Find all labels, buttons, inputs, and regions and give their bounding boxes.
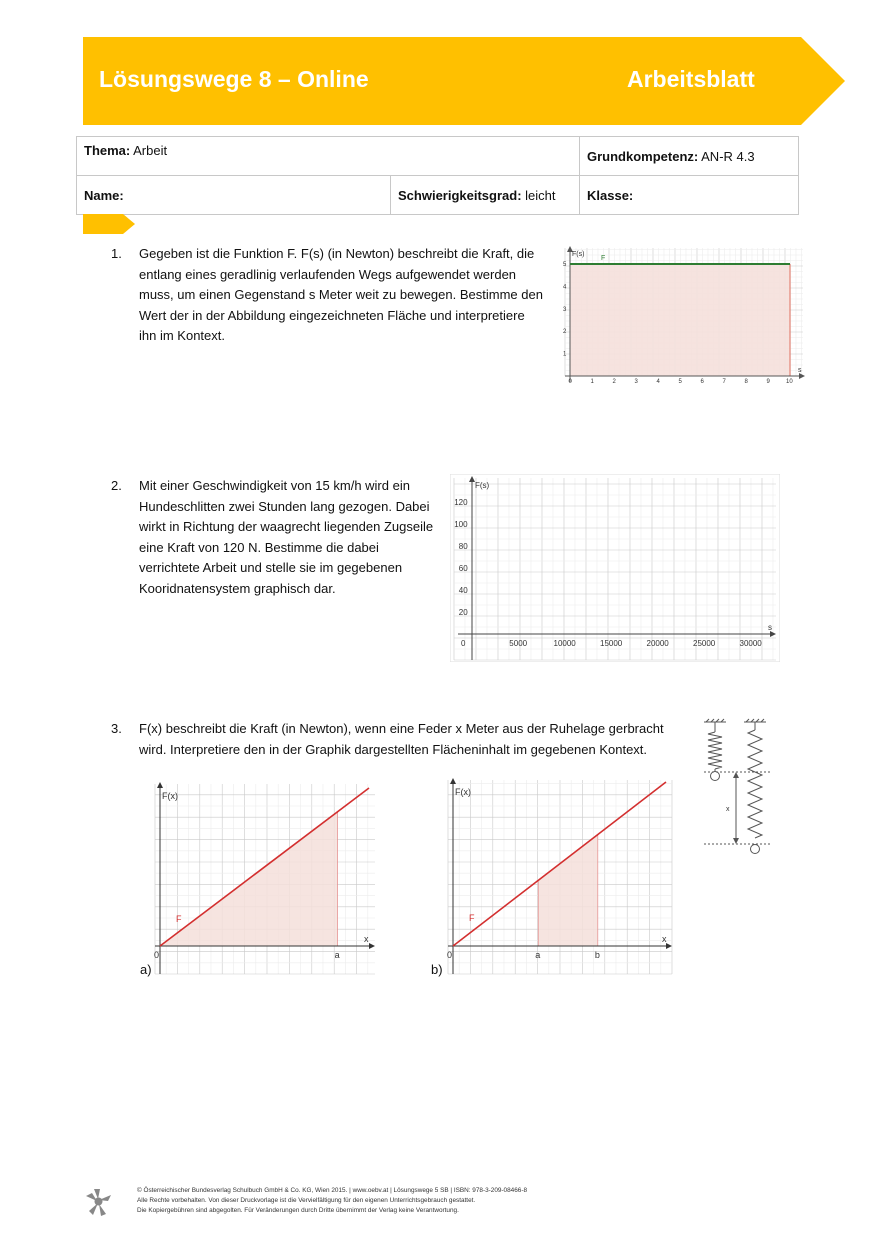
thema-label: Thema: <box>84 143 131 158</box>
schwierigkeit-value: leicht <box>525 187 556 203</box>
graph-2-x-tick: 20000 <box>646 639 669 648</box>
table-tab-marker <box>83 214 135 234</box>
graph-3a-x-label: x <box>364 934 369 944</box>
name-cell <box>77 176 391 215</box>
task-3-line: F(x) beschreibt die Kraft (in Newton), wenn eine Feder x Meter aus der Ruhelage gerbracht <box>139 721 664 736</box>
graph-1-y-tick: 4 <box>563 284 567 291</box>
footer-line: Die Kopiergebühren sind abgegolten. Für Veränderungen durch Dritte übernimmt der Verlag keine Verantwortung. <box>137 1207 459 1214</box>
task-2-line: verrichtete Arbeit und stelle sie im gegebenen <box>139 560 403 575</box>
graph-1-y-tick: 1 <box>563 351 567 358</box>
thema-value: Arbeit <box>133 143 168 158</box>
task-1-line: entlang eines geradlinig verlaufenden Wegs aufgewendet werden <box>139 266 517 282</box>
graph-2-y-tick: 80 <box>458 542 468 551</box>
spring-1-weight <box>711 772 720 781</box>
task-2-line: eine Kraft von 120 N. Bestimme die dabei <box>139 539 379 555</box>
graph-2-grid <box>454 478 776 660</box>
header-banner <box>83 37 845 125</box>
task-2-number: 2. <box>111 478 122 493</box>
graph-3b-series-label: F <box>469 913 475 923</box>
graph-2-y-tick: 20 <box>458 608 468 617</box>
graph-1-x-tick: 1 <box>590 379 594 385</box>
spring-illustration <box>700 717 780 857</box>
graph-1-x-tick: 10 <box>786 379 793 385</box>
kompetenz-label: Grundkompetenz: <box>587 148 699 164</box>
task-2-line: Kooridnatensystem graphisch dar. <box>139 580 336 596</box>
graph-2-x-label: s <box>768 623 772 632</box>
graph-3a-y-label: F(x) <box>162 791 178 801</box>
graph-3b-x-label: x <box>662 934 667 944</box>
graph-1-x-tick: 2 <box>612 379 616 385</box>
graph-1-x-tick: 5 <box>678 379 682 385</box>
graph-2-x-tick: 15000 <box>600 639 623 648</box>
footer-text <box>137 1186 527 1216</box>
graph-3b-y-arrow <box>450 778 456 784</box>
task-3 <box>111 719 671 763</box>
name-label: Name: <box>84 187 124 203</box>
graph-3a-y-arrow <box>157 782 163 788</box>
graph-3b-sublabel: b) <box>431 962 443 977</box>
graph-3a <box>147 780 379 976</box>
graph-2-x-tick: 25000 <box>693 639 716 648</box>
graph-3b-origin-label: 0 <box>447 950 453 960</box>
graph-2-x-tick: 10000 <box>553 639 576 648</box>
task-2-text <box>139 476 433 599</box>
graph-1-y-label: F(s) <box>572 251 585 258</box>
graph-3a-series-label: F <box>176 914 182 924</box>
graph-3b-marker-a: a <box>535 950 541 960</box>
schwierigkeit-cell <box>391 176 580 215</box>
spring-1-coil <box>708 732 722 769</box>
task-2-line: Mit einer Geschwindigkeit von 15 km/h wird ein <box>139 478 410 493</box>
kompetenz-value: AN-R 4.3 <box>701 148 755 164</box>
task-1-text <box>139 244 543 347</box>
graph-1-x-tick: 7 <box>722 379 726 385</box>
graph-3a-origin-label: 0 <box>154 950 160 960</box>
klasse-label: Klasse: <box>587 187 634 203</box>
graph-1-x-tick: 4 <box>656 379 660 385</box>
header-title: Lösungswege 8 – Online <box>99 66 369 92</box>
graph-3b <box>440 776 676 976</box>
graph-2-y-tick: 100 <box>454 520 468 529</box>
graph-2-x-tick: 30000 <box>739 639 762 648</box>
graph-1-y-tick: 5 <box>563 262 567 268</box>
spring-2-weight <box>751 845 760 854</box>
spring-arrow-head-top <box>733 772 739 778</box>
graph-2-y-label: F(s) <box>475 481 490 490</box>
graph-1-x-tick: 0 <box>568 379 572 385</box>
graph-3b-marker-b: b <box>594 950 600 960</box>
graph-2-x-tick: 5000 <box>509 639 528 648</box>
graph-3a-x-arrow <box>369 943 375 949</box>
spring-displacement-label: x <box>726 806 730 813</box>
task-1-number: 1. <box>111 246 122 261</box>
schwierigkeit-label: Schwierigkeitsgrad: <box>398 187 522 203</box>
graph-2 <box>450 474 780 662</box>
task-3-number: 3. <box>111 721 122 736</box>
header-doc-type: Arbeitsblatt <box>627 66 755 92</box>
task-1-line: Wert der in der Abbildung eingezeichneten Fläche und interpretiere <box>139 307 525 323</box>
graph-1-x-tick: 8 <box>744 379 748 385</box>
graph-1-area <box>570 264 790 376</box>
footer-line: Alle Rechte vorbehalten. Von dieser Druckvorlage ist die Vervielfältigung für den eigenen Unterrichtsgebrauch gestattet. <box>137 1197 476 1204</box>
klasse-cell <box>580 176 799 215</box>
graph-2-y-tick: 120 <box>454 498 468 507</box>
task-2 <box>111 476 441 606</box>
graph-1-x-label: s <box>798 367 802 374</box>
task-1-line: muss, um einen Gegenstand s Meter weit zu bewegen. Bestimme den <box>139 287 543 302</box>
task-1 <box>111 244 551 354</box>
graph-1-x-tick: 6 <box>700 379 704 385</box>
graph-1-y-tick: 3 <box>563 306 567 313</box>
graph-1-series-label: F <box>601 255 606 262</box>
graph-3b-y-label: F(x) <box>455 787 471 797</box>
graph-3a-sublabel: a) <box>140 962 152 977</box>
graph-3b-area <box>538 834 598 946</box>
task-2-line: wirkt in Richtung der waagrecht liegenden Zugseile <box>139 519 434 534</box>
footer-line: © Österreichischer Bundesverlag Schulbuch GmbH & Co. KG, Wien 2015. | www.oebv.at | Lösungswege 5 SB | ISBN: 978-3-209-08466-8 <box>137 1187 528 1194</box>
graph-1 <box>557 244 810 388</box>
task-3-line: wird. Interpretiere den in der Graphik dargestellten Flächeninhalt im gegebenen Kontext. <box>139 741 648 757</box>
meta-table <box>76 136 799 215</box>
task-1-line: Gegeben ist die Funktion F. F(s) (in Newton) beschreibt die Kraft, die <box>139 246 535 261</box>
graph-2-y-tick: 60 <box>458 564 468 573</box>
graph-3a-marker-a: a <box>334 950 340 960</box>
publisher-logo-icon <box>84 1187 114 1217</box>
thema-cell <box>77 137 580 176</box>
spring-2-coil <box>748 730 762 838</box>
spring-arrow-head-bottom <box>733 838 739 844</box>
task-2-line: Hundeschlitten zwei Stunden lang gezogen. Dabei <box>139 498 430 514</box>
graph-2-y-tick: 40 <box>458 586 468 595</box>
task-1-line: ihn im Kontext. <box>139 328 225 343</box>
graph-3b-x-arrow <box>666 943 672 949</box>
graph-2-x-tick: 0 <box>461 639 466 648</box>
graph-1-y-tick: 2 <box>563 329 567 336</box>
graph-1-x-tick: 3 <box>634 379 638 385</box>
task-3-text <box>139 719 664 760</box>
graph-1-x-tick: 9 <box>766 379 770 385</box>
kompetenz-cell <box>580 137 799 176</box>
